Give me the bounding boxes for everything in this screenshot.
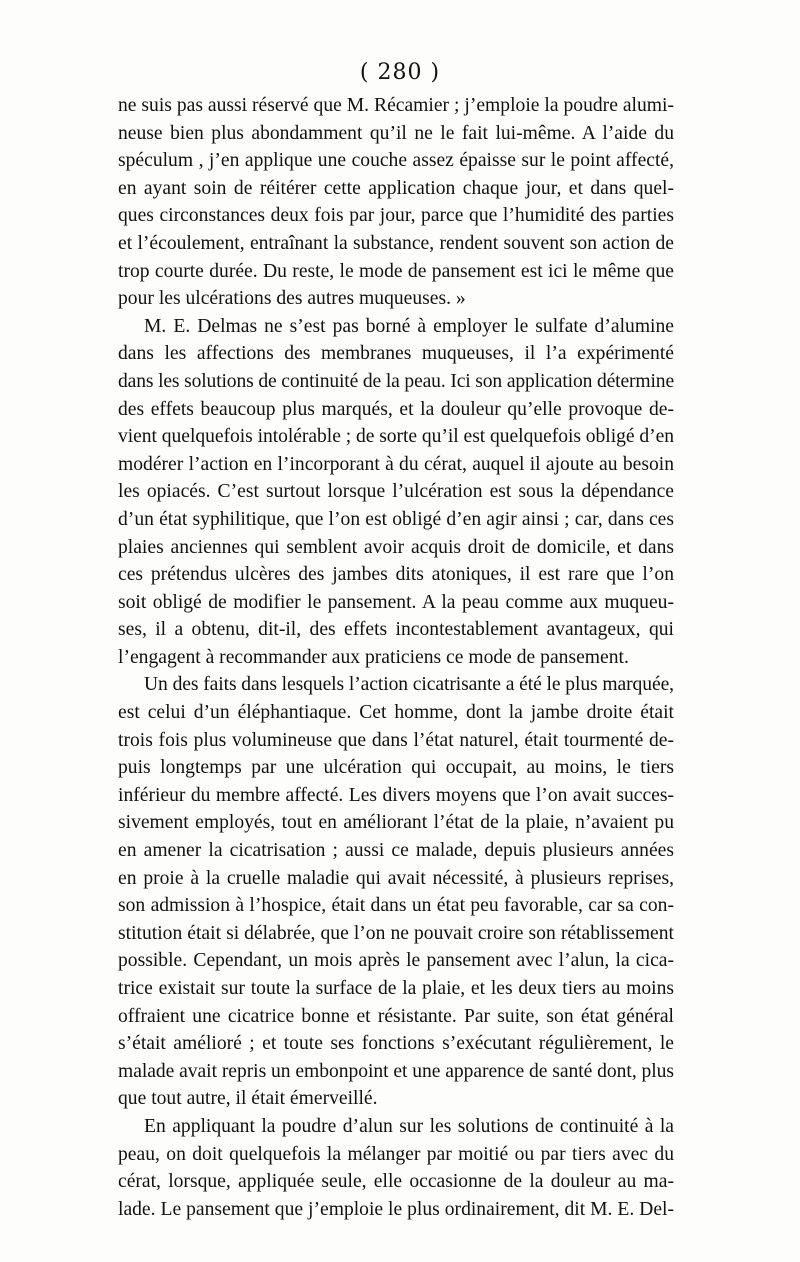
text-line: neuse bien plus abondamment qu’il ne le fait lui-même. A l’aide du [118, 122, 674, 144]
text-line: plaies anciennes qui semblent avoir acquis droit de domicile, et dans [118, 536, 674, 558]
text-line: vient quelquefois intolérable ; de sorte qu’il est quelquefois obligé d’en [118, 426, 674, 448]
text-line: lade. Le pansement que j’emploie le plus ordinairement, dit M. E. Del- [118, 1198, 674, 1220]
text-line: et l’écoulement, entraînant la substance, rendent souvent son action de [118, 232, 674, 254]
text-line: en proie à la cruelle maladie qui avait nécessité, à plusieurs reprises, [118, 867, 674, 889]
text-line: malade avait repris un embonpoint et une apparence de santé dont, plus [118, 1060, 674, 1082]
text-line: en amener la cicatrisation ; aussi ce malade, depuis plusieurs années [118, 840, 674, 862]
text-line: ses, il a obtenu, dit-il, des effets incontestablement avantageux, qui [118, 619, 674, 641]
text-line: peau, on doit quelquefois la mélanger par moitié ou par tiers avec du [118, 1143, 674, 1165]
text-line: des effets beaucoup plus marqués, et la douleur qu’elle provoque de- [118, 398, 674, 420]
text-line: cérat, lorsque, appliquée seule, elle occasionne de la douleur au ma- [118, 1171, 674, 1193]
text-line: s’était amélioré ; et toute ses fonctions s’exécutant régulièrement, le [118, 1033, 674, 1055]
text-line: M. E. Delmas ne s’est pas borné à employer le sulfate d’alumine [144, 315, 674, 337]
text-line: sivement employés, tout en améliorant l’état de la plaie, n’avaient pu [118, 812, 674, 834]
body-text [118, 92, 674, 1223]
text-line: Un des faits dans lesquels l’action cicatrisante a été le plus marquée, [144, 674, 674, 696]
text-line: ces prétendus ulcères des jambes dits atoniques, il est rare que l’on [118, 564, 674, 586]
text-line: d’un état syphilitique, que l’on est obligé d’en agir ainsi ; car, dans ces [118, 508, 674, 530]
text-line: soit obligé de modifier le pansement. A la peau comme aux muqueu- [118, 591, 674, 613]
text-line: dans les affections des membranes muqueuses, il l’a expérimenté [118, 343, 674, 365]
text-line: possible. Cependant, un mois après le pansement avec l’alun, la cica- [118, 950, 674, 972]
text-line: est celui d’un éléphantiaque. Cet homme, dont la jambe droite était [118, 702, 674, 724]
paragraph [118, 313, 674, 672]
text-line: ques circonstances deux fois par jour, parce que l’humidité des parties [118, 205, 674, 227]
text-line: trop courte durée. Du reste, le mode de pansement est ici le même que [118, 260, 674, 282]
text-line: ne suis pas aussi réservé que M. Récamier ; j’emploie la poudre alumi- [118, 95, 674, 116]
text-line: en ayant soin de réitérer cette application chaque jour, et dans quel- [118, 177, 674, 199]
text-line: En appliquant la poudre d’alun sur les solutions de continuité à la [144, 1115, 674, 1137]
text-line: trice existait sur toute la surface de la plaie, et les deux tiers au moins [118, 978, 674, 999]
text-line: son admission à l’hospice, était dans un état peu favorable, car sa con- [118, 895, 674, 917]
text-line: les opiacés. C’est surtout lorsque l’ulcération est sous la dépendance [118, 481, 674, 503]
paragraph [118, 92, 674, 313]
text-line: pour les ulcérations des autres muqueuses. » [118, 288, 466, 310]
text-line: dans les solutions de continuité de la peau. Ici son application détermine [118, 370, 674, 392]
text-line: l’engagent à recommander aux praticiens ce mode de pansement. [118, 646, 629, 668]
text-line: stitution était si délabrée, que l’on ne pouvait croire son rétablissement [118, 922, 674, 944]
text-line: offraient une cicatrice bonne et résistante. Par suite, son état général [118, 1005, 674, 1027]
text-line: inférieur du membre affecté. Les divers moyens que l’on avait succes- [118, 784, 674, 806]
text-line: que tout autre, il était émerveillé. [118, 1088, 378, 1110]
text-line: puis longtemps par une ulcération qui occupait, au moins, le tiers [118, 757, 674, 779]
paragraph [118, 1113, 674, 1223]
page-number: ( 280 ) [359, 60, 441, 85]
text-line: spéculum , j’en applique une couche assez épaisse sur le point affecté, [118, 150, 674, 172]
paragraph [118, 671, 674, 1113]
text-line: trois fois plus volumineuse que dans l’état naturel, était tourmenté de- [118, 729, 674, 751]
text-line: modérer l’action en l’incorporant à du cérat, auquel il ajoute au besoin [118, 453, 674, 475]
